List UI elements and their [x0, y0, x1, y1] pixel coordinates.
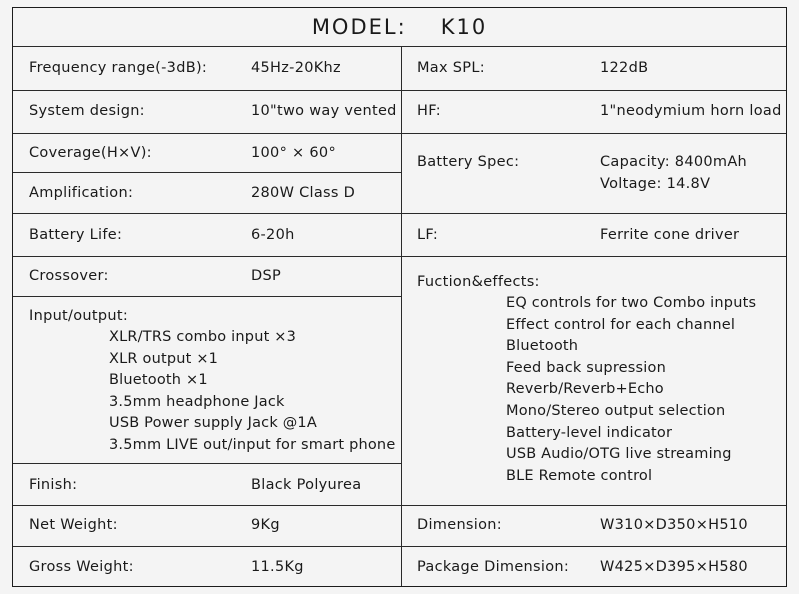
battery-voltage-value: Voltage: 14.8V — [600, 176, 711, 192]
package-dimension-label: Package Dimension: — [417, 559, 570, 575]
io-item: Bluetooth ×1 — [109, 372, 208, 389]
function-item: USB Audio/OTG live streaming — [506, 446, 732, 463]
battery-spec-label: Battery Spec: — [417, 154, 520, 170]
gross-weight-value: 11.5Kg — [251, 559, 304, 575]
crossover-value: DSP — [251, 268, 282, 284]
row-divider — [13, 505, 786, 506]
io-item: 3.5mm LIVE out/input for smart phone — [109, 437, 396, 453]
function-item: Effect control for each channel — [506, 316, 736, 333]
hf-label: HF: — [417, 103, 441, 119]
amplification-value: 280W Class D — [251, 185, 356, 201]
coverage-label: Coverage(H×V): — [29, 145, 152, 161]
system-design-value: 10"two way vented — [251, 103, 397, 119]
row-divider — [13, 133, 786, 134]
hf-value: 1"neodymium horn load — [600, 103, 782, 119]
gross-weight-label: Gross Weight: — [29, 559, 134, 575]
net-weight-value: 9Kg — [251, 517, 280, 533]
finish-value: Black Polyurea — [251, 477, 362, 493]
io-item: XLR/TRS combo input ×3 — [109, 329, 297, 345]
battery-life-label: Battery Life: — [29, 227, 123, 243]
lf-label: LF: — [417, 227, 439, 243]
io-item: USB Power supply Jack @1A — [109, 415, 317, 432]
finish-label: Finish: — [29, 477, 78, 493]
battery-life-value: 6-20h — [251, 227, 295, 243]
dimension-label: Dimension: — [417, 517, 502, 533]
model-title — [13, 8, 786, 46]
frequency-value: 45Hz-20Khz — [251, 60, 341, 76]
frequency-label: Frequency range(-3dB): — [29, 60, 208, 76]
battery-capacity-value: Capacity: 8400mAh — [600, 154, 748, 170]
row-divider — [13, 90, 786, 91]
dimension-value: W310×D350×H510 — [600, 517, 748, 533]
function-item: Bluetooth — [506, 338, 579, 355]
row-divider — [13, 296, 401, 297]
input-output-label: Input/output: — [29, 308, 129, 324]
spec-sheet-table — [12, 7, 787, 587]
system-design-label: System design: — [29, 103, 145, 119]
row-divider — [13, 463, 401, 464]
max-spl-label: Max SPL: — [417, 60, 485, 76]
function-item: Battery-level indicator — [506, 424, 673, 441]
function-item: Feed back supression — [506, 359, 666, 376]
lf-value: Ferrite cone driver — [600, 227, 740, 243]
package-dimension-value: W425×D395×H580 — [600, 559, 748, 575]
functions-label: Fuction&effects: — [417, 274, 540, 290]
row-divider — [13, 546, 786, 547]
row-divider — [13, 46, 786, 47]
max-spl-value: 122dB — [600, 60, 649, 76]
row-divider — [13, 256, 786, 257]
function-item: EQ controls for two Combo inputs — [506, 295, 757, 311]
row-divider — [13, 172, 401, 173]
coverage-value: 100° × 60° — [251, 145, 336, 161]
io-item: XLR output ×1 — [109, 350, 219, 367]
column-divider — [401, 46, 402, 586]
row-divider — [13, 213, 786, 214]
model-title-prefix: MODEL: — [311, 15, 407, 39]
net-weight-label: Net Weight: — [29, 517, 118, 533]
crossover-label: Crossover: — [29, 268, 109, 284]
io-item: 3.5mm headphone Jack — [109, 393, 285, 410]
function-item: BLE Remote control — [506, 467, 653, 484]
amplification-label: Amplification: — [29, 185, 134, 201]
function-item: Mono/Stereo output selection — [506, 403, 726, 419]
model-title-name: K10 — [440, 15, 488, 39]
function-item: Reverb/Reverb+Echo — [506, 381, 664, 398]
